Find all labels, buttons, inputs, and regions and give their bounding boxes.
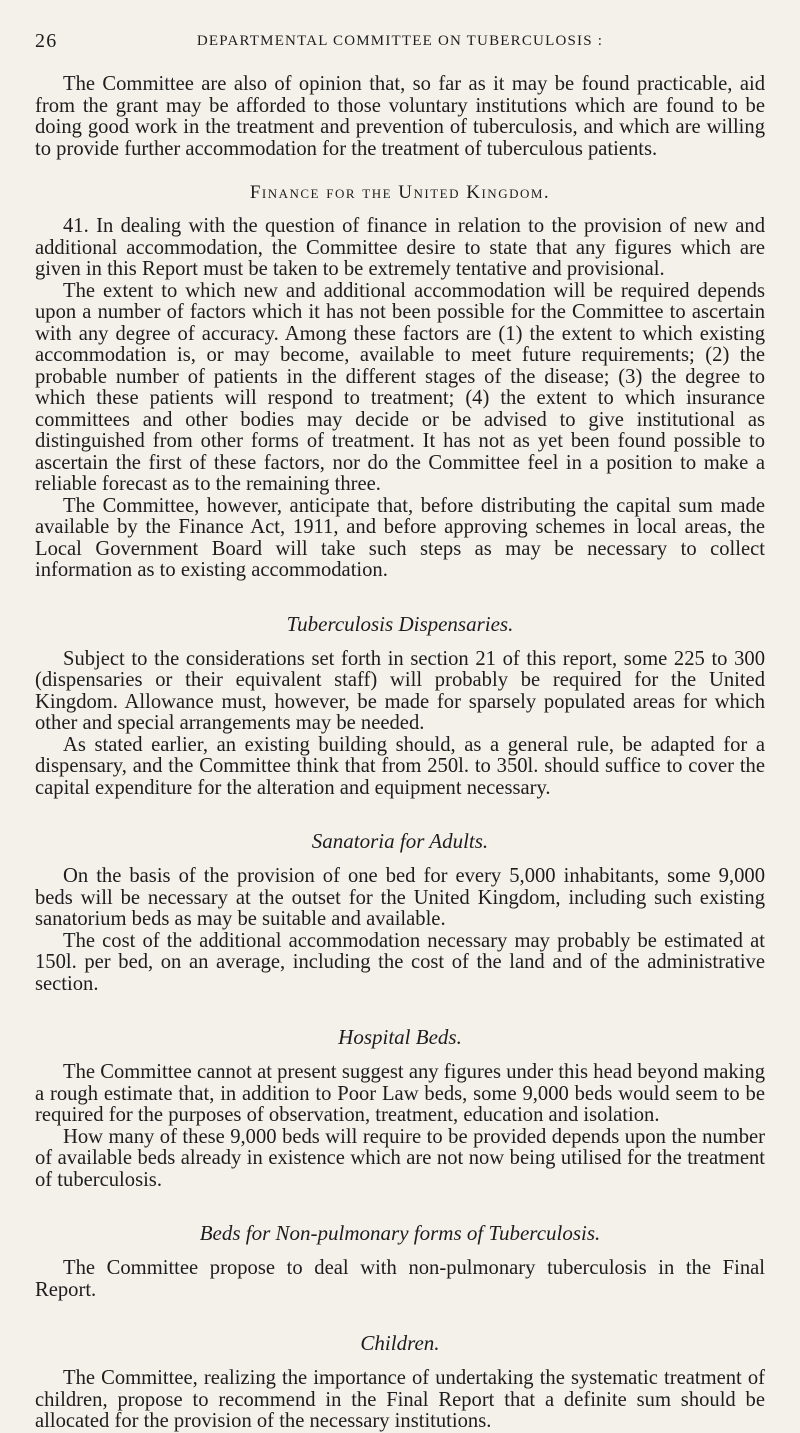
paragraph-children: The Committee, realizing the importance of undertaking the systematic treatment of children, propose to recommend in the Final Report that a definite sum should be allocated for the provision of the necessary institutions. [35,1367,765,1432]
paragraph-dispensaries-1: Subject to the considerations set forth in section 21 of this report, some 225 to 300 (dispensaries or their equivalent staff) will probably be required for the United Kingdom. Allowance must, however, be made for sparsely populated areas for which other and special arrangements may be needed. [35,647,765,734]
running-header [35,30,765,74]
paragraph-41: 41. In dealing with the question of finance in relation to the provision of new and additional accommodation, the Committee desire to state that any figures which are given in this Report must be taken to be extremely tentative and provisional. [35,215,765,280]
paragraph-intro: The Committee are also of opinion that, so far as it may be found practicable, aid from the grant may be afforded to those voluntary institutions which are found to be doing good work in the treatment and prevention of tuberculosis, and which are willing to provide further accommodation for the treatment of tuberculous patients. [35,73,765,160]
heading-sanatoria: Sanatoria for Adults. [311,829,489,853]
heading-finance: Finance for the United Kingdom. [249,182,551,203]
paragraph-extent: The extent to which new and additional accommodation will be required depends upon a number of factors which it has not been possible for the Committee to ascertain with any degree of accuracy. Among these factors are (1) the extent to which existing accommodation is, or may become, available to meet future requirements; (2) the probable number of patients in the different stages of the disease; (3) the degree to which these patients will respond to treatment; (4) the extent to which insurance committees and other bodies may decide or be advised to give institutional as distinguished from other forms of treatment. It has not as yet been found possible to ascertain the first of these factors, nor do the Committee feel in a position to make a reliable forecast as to the remaining three. [35,279,765,495]
paragraph-sanatoria-1: On the basis of the provision of one bed for every 5,000 inhabitants, some 9,000 beds will be necessary at the outset for the United Kingdom, including such existing sanatorium beds as may be suitable and available. [35,865,765,930]
heading-non-pulmonary: Beds for Non-pulmonary forms of Tuberculosis. [199,1221,601,1245]
running-title: DEPARTMENTAL COMMITTEE ON TUBERCULOSIS : [196,33,604,49]
paragraph-sanatoria-2: The cost of the additional accommodation necessary may probably be estimated at 150l. per bed, on an average, including the cost of the land and of the administrative section. [35,929,765,995]
paragraph-dispensaries-2: As stated earlier, an existing building should, as a general rule, be adapted for a dispensary, and the Committee think that from 250l. to 350l. should suffice to cover the capital expenditure for the alteration and equipment necessary. [35,733,765,799]
paragraph-non-pulmonary: The Committee propose to deal with non-pulmonary tuberculosis in the Final Report. [35,1257,765,1301]
heading-dispensaries: Tuberculosis Dispensaries. [286,611,514,636]
page-number: 26 [35,30,58,52]
heading-hospital-beds: Hospital Beds. [338,1025,462,1049]
paragraph-capital: The Committee, however, anticipate that, before distributing the capital sum made available by the Finance Act, 1911, and before approving schemes in local areas, the Local Government Board will take such steps as may be necessary to collect information as to existing accommodation. [35,494,765,581]
paragraph-hospital-2: How many of these 9,000 beds will require to be provided depends upon the number of available beds already in existence which are not now being utilised for the treatment of tuberculosis. [35,1125,765,1191]
heading-children: Children. [360,1331,440,1355]
paragraph-hospital-1: The Committee cannot at present suggest any figures under this head beyond making a rough estimate that, in addition to Poor Law beds, some 9,000 beds would seem to be required for the purposes of observation, treatment, education and isolation. [35,1061,765,1126]
